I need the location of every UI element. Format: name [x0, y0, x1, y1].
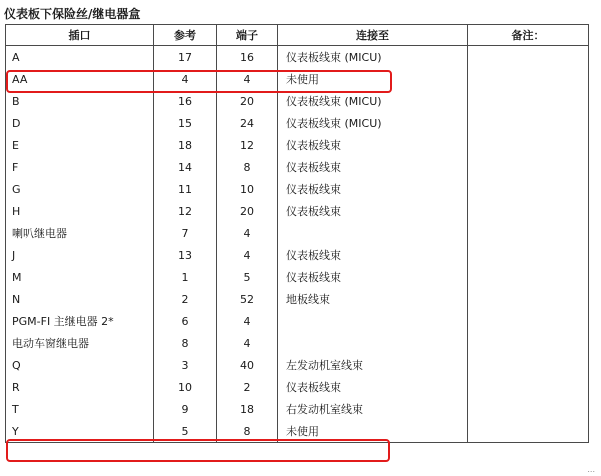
- cell-terminal: 24: [217, 112, 278, 134]
- header-terminal: 端子: [217, 25, 278, 46]
- header-reference: 参考: [154, 25, 217, 46]
- cell-connects-to: [278, 332, 468, 354]
- cell-notes: [468, 354, 589, 376]
- cell-socket: E: [6, 134, 154, 156]
- cell-reference: 11: [154, 178, 217, 200]
- table-body: [6, 46, 589, 443]
- cell-terminal: 2: [217, 376, 278, 398]
- table-row: [6, 244, 589, 266]
- page-title: 仪表板下保险丝/继电器盒: [4, 7, 141, 21]
- highlight-box-y: [6, 439, 390, 462]
- table-row: [6, 156, 589, 178]
- cell-socket: AA: [6, 68, 154, 90]
- cell-terminal: 5: [217, 266, 278, 288]
- cell-connects-to: 仪表板线束: [278, 266, 468, 288]
- table-row: [6, 398, 589, 420]
- cell-socket: N: [6, 288, 154, 310]
- cell-notes: [468, 134, 589, 156]
- cell-connects-to: 仪表板线束 (MICU): [278, 46, 468, 69]
- cell-notes: [468, 376, 589, 398]
- cell-reference: 15: [154, 112, 217, 134]
- cell-notes: [468, 288, 589, 310]
- cell-connects-to: 未使用: [278, 420, 468, 443]
- cell-notes: [468, 266, 589, 288]
- cell-terminal: 40: [217, 354, 278, 376]
- highlight-box-aa: [6, 70, 392, 93]
- cell-reference: 13: [154, 244, 217, 266]
- cell-socket: J: [6, 244, 154, 266]
- cell-notes: [468, 178, 589, 200]
- cell-reference: 14: [154, 156, 217, 178]
- cell-notes: [468, 156, 589, 178]
- cell-notes: [468, 398, 589, 420]
- cell-connects-to: 右发动机室线束: [278, 398, 468, 420]
- cell-connects-to: 仪表板线束 (MICU): [278, 112, 468, 134]
- cell-connects-to: [278, 310, 468, 332]
- cell-connects-to: 地板线束: [278, 288, 468, 310]
- cell-reference: 4: [154, 68, 217, 90]
- table-row: [6, 134, 589, 156]
- table-row: [6, 266, 589, 288]
- cell-reference: 2: [154, 288, 217, 310]
- cell-terminal: 16: [217, 46, 278, 69]
- cell-terminal: 8: [217, 156, 278, 178]
- table-row: [6, 112, 589, 134]
- cell-socket: D: [6, 112, 154, 134]
- cell-notes: [468, 112, 589, 134]
- table-row: [6, 90, 589, 112]
- cell-socket: H: [6, 200, 154, 222]
- table-row: [6, 46, 589, 69]
- cell-terminal: 12: [217, 134, 278, 156]
- cell-notes: [468, 68, 589, 90]
- cell-connects-to: 仪表板线束: [278, 178, 468, 200]
- cell-socket: M: [6, 266, 154, 288]
- cell-notes: [468, 332, 589, 354]
- cell-reference: 9: [154, 398, 217, 420]
- cell-socket: Y: [6, 420, 154, 443]
- cell-reference: 5: [154, 420, 217, 443]
- cell-reference: 3: [154, 354, 217, 376]
- table-row: [6, 310, 589, 332]
- cell-terminal: 4: [217, 332, 278, 354]
- table-row: [6, 354, 589, 376]
- cell-notes: [468, 200, 589, 222]
- cell-connects-to: 仪表板线束: [278, 156, 468, 178]
- cell-socket: B: [6, 90, 154, 112]
- table-row: [6, 332, 589, 354]
- table-row: [6, 178, 589, 200]
- table-row: [6, 376, 589, 398]
- cell-reference: 7: [154, 222, 217, 244]
- cell-terminal: 4: [217, 244, 278, 266]
- cell-reference: 12: [154, 200, 217, 222]
- cell-terminal: 52: [217, 288, 278, 310]
- cell-connects-to: 仪表板线束 (MICU): [278, 90, 468, 112]
- header-notes: 备注：: [468, 25, 589, 46]
- cell-socket: G: [6, 178, 154, 200]
- table-row: [6, 200, 589, 222]
- cell-terminal: 4: [217, 222, 278, 244]
- table-row: [6, 222, 589, 244]
- cell-socket: PGM-FI 主继电器 2*: [6, 310, 154, 332]
- cell-reference: 16: [154, 90, 217, 112]
- cell-socket: F: [6, 156, 154, 178]
- cell-reference: 17: [154, 46, 217, 69]
- header-row: [6, 25, 589, 46]
- cell-notes: [468, 244, 589, 266]
- cell-notes: [468, 310, 589, 332]
- cell-connects-to: 仪表板线束: [278, 134, 468, 156]
- cell-notes: [468, 222, 589, 244]
- cell-terminal: 10: [217, 178, 278, 200]
- corner-mark: ...: [587, 465, 595, 474]
- cell-notes: [468, 420, 589, 443]
- cell-socket: 喇叭继电器: [6, 222, 154, 244]
- cell-reference: 8: [154, 332, 217, 354]
- cell-notes: [468, 90, 589, 112]
- cell-connects-to: 左发动机室线束: [278, 354, 468, 376]
- header-socket: 插口: [6, 25, 154, 46]
- cell-socket: T: [6, 398, 154, 420]
- cell-connects-to: 仪表板线束: [278, 376, 468, 398]
- cell-terminal: 20: [217, 90, 278, 112]
- cell-socket: 电动车窗继电器: [6, 332, 154, 354]
- cell-terminal: 4: [217, 68, 278, 90]
- cell-reference: 6: [154, 310, 217, 332]
- cell-connects-to: 未使用: [278, 68, 468, 90]
- cell-terminal: 8: [217, 420, 278, 443]
- cell-socket: A: [6, 46, 154, 69]
- cell-reference: 10: [154, 376, 217, 398]
- cell-socket: Q: [6, 354, 154, 376]
- cell-terminal: 20: [217, 200, 278, 222]
- cell-terminal: 4: [217, 310, 278, 332]
- header-connects-to: 连接至: [278, 25, 468, 46]
- cell-terminal: 18: [217, 398, 278, 420]
- cell-socket: R: [6, 376, 154, 398]
- cell-reference: 18: [154, 134, 217, 156]
- cell-connects-to: 仪表板线束: [278, 200, 468, 222]
- cell-notes: [468, 46, 589, 69]
- cell-connects-to: [278, 222, 468, 244]
- table-row: [6, 288, 589, 310]
- cell-connects-to: 仪表板线束: [278, 244, 468, 266]
- cell-reference: 1: [154, 266, 217, 288]
